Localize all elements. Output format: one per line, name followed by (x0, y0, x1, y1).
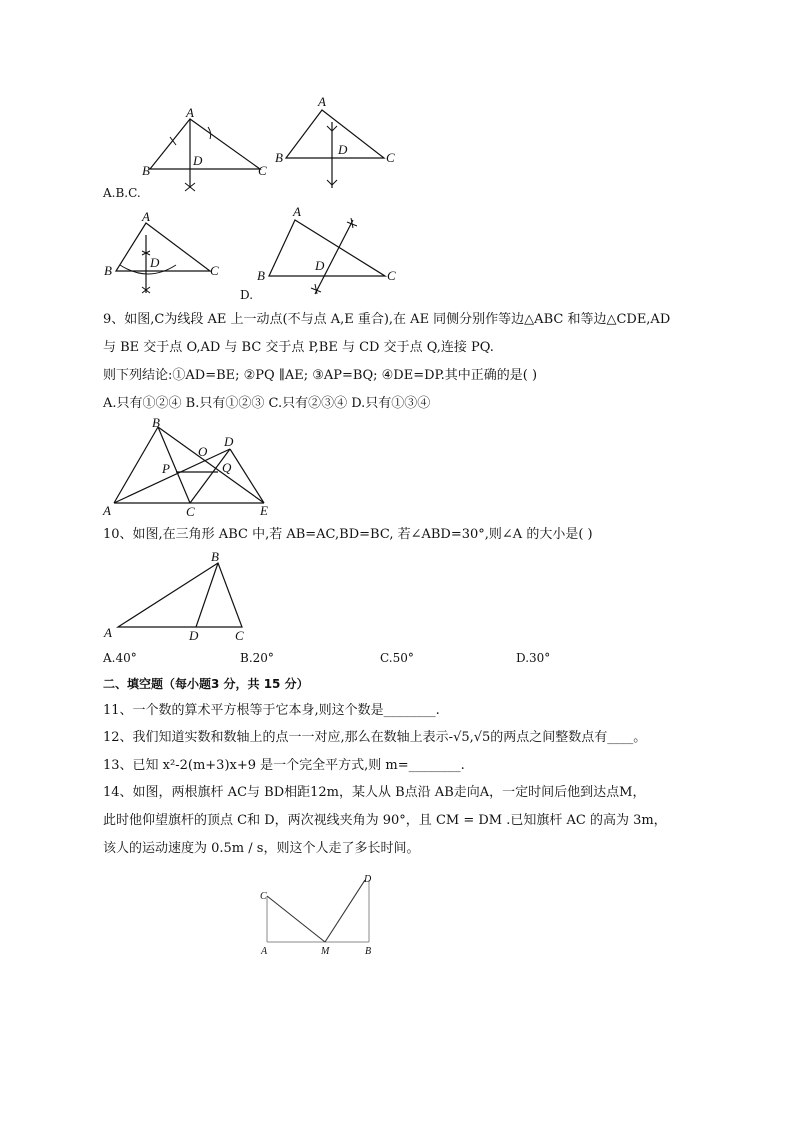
q10-figure (100, 545, 260, 645)
q9-label-c: C (186, 504, 195, 517)
q10-label-d: D (189, 628, 199, 643)
q8-option-d: D. (240, 288, 254, 302)
q8a-label-a: A (186, 105, 194, 120)
q10-option-b: B.20° (240, 651, 274, 665)
q9-line-1: 9、如图,C为线段 AE 上一动点(不与点 A,E 重合),在 AE 同侧分别作等边△ABC 和等边△CDE,AD (103, 312, 671, 327)
q8b-label-b: B (275, 150, 283, 165)
q14-figure (255, 868, 385, 960)
q10-option-c: C.50° (380, 651, 414, 665)
q9-line-3: 则下列结论:①AD=BE; ②PQ ∥AE; ③AP=BQ; ④DE=DP.其中正确的是( ) (103, 368, 538, 383)
q9-options: A.只有①②④ B.只有①②③ C.只有②③④ D.只有①③④ (103, 396, 431, 411)
q11: 11、一个数的算术平方根等于它本身,则这个数是________. (103, 703, 440, 718)
q8a-label-d: D (193, 153, 203, 168)
q8c-label-d: D (150, 255, 160, 270)
q9-label-a: A (103, 503, 111, 517)
q14-line-3: 该人的运动速度为 0.5m / s，则这个人走了多长时间。 (103, 841, 420, 856)
q12: 12、我们知道实数和数轴上的点一一对应,那么在数轴上表示-√5,√5的两点之间整数点有____。 (103, 730, 647, 745)
q9-figure (100, 415, 280, 517)
q8d-label-a: A (293, 204, 301, 219)
section-heading-fill-in: 二、填空题（每小题3 分，共 15 分） (103, 677, 309, 691)
q14-line-1: 14、如图，两根旗杆 AC与 BD相距12m，某人从 B点沿 AB走向A，一定时间后他到达点M， (103, 785, 646, 800)
q10-stem: 10、如图,在三角形 ABC 中,若 AB=AC,BD=BC, 若∠ABD=30°,则∠A 的大小是( ) (103, 527, 593, 542)
q8-options-abc: A.B.C. (103, 186, 141, 200)
q8d-label-d: D (315, 258, 325, 273)
q8c-label-a: A (142, 209, 150, 224)
q8c-label-b: B (104, 263, 112, 278)
q9-label-d: D (224, 434, 234, 449)
q10-label-a: A (104, 625, 112, 640)
q14-label-d: D (364, 874, 372, 885)
q8a-label-c: C (258, 163, 267, 178)
q8d-label-c: C (387, 268, 396, 283)
q14-line-2: 此时他仰望旗杆的顶点 C和 D，两次视线夹角为 90°，且 CM = DM .已知旗杆 AC 的高为 3m， (103, 813, 667, 828)
q14-label-c: C (260, 891, 267, 902)
q9-label-e: E (260, 503, 268, 517)
q9-label-o: O (198, 444, 208, 459)
q10-label-c: C (235, 628, 244, 643)
q8b-label-a: A (318, 94, 326, 109)
q9-label-q: Q (222, 460, 232, 475)
q10-option-d: D.30° (516, 651, 551, 665)
q8b-label-c: C (386, 150, 395, 165)
q9-line-2: 与 BE 交于点 O,AD 与 BC 交于点 P,BE 与 CD 交于点 Q,连接 PQ. (103, 340, 494, 355)
q8-figure-b (270, 92, 410, 197)
q10-option-a: A.40° (103, 651, 137, 665)
q14-label-a: A (261, 946, 268, 957)
q9-label-p: P (162, 461, 170, 476)
q10-label-b: B (211, 549, 219, 564)
q8b-label-d: D (338, 142, 348, 157)
q8d-label-b: B (257, 268, 265, 283)
q8-figure-c (100, 205, 230, 300)
q8-figure-a (140, 105, 280, 200)
q14-label-b: B (365, 946, 372, 957)
q8a-label-b: B (142, 163, 150, 178)
q9-label-b: B (152, 415, 160, 430)
q8-figure-d (255, 200, 405, 300)
q13: 13、已知 x²-2(m+3)x+9 是一个完全平方式,则 m=________. (103, 758, 465, 773)
q14-label-m: M (321, 946, 330, 957)
q8c-label-c: C (210, 263, 219, 278)
